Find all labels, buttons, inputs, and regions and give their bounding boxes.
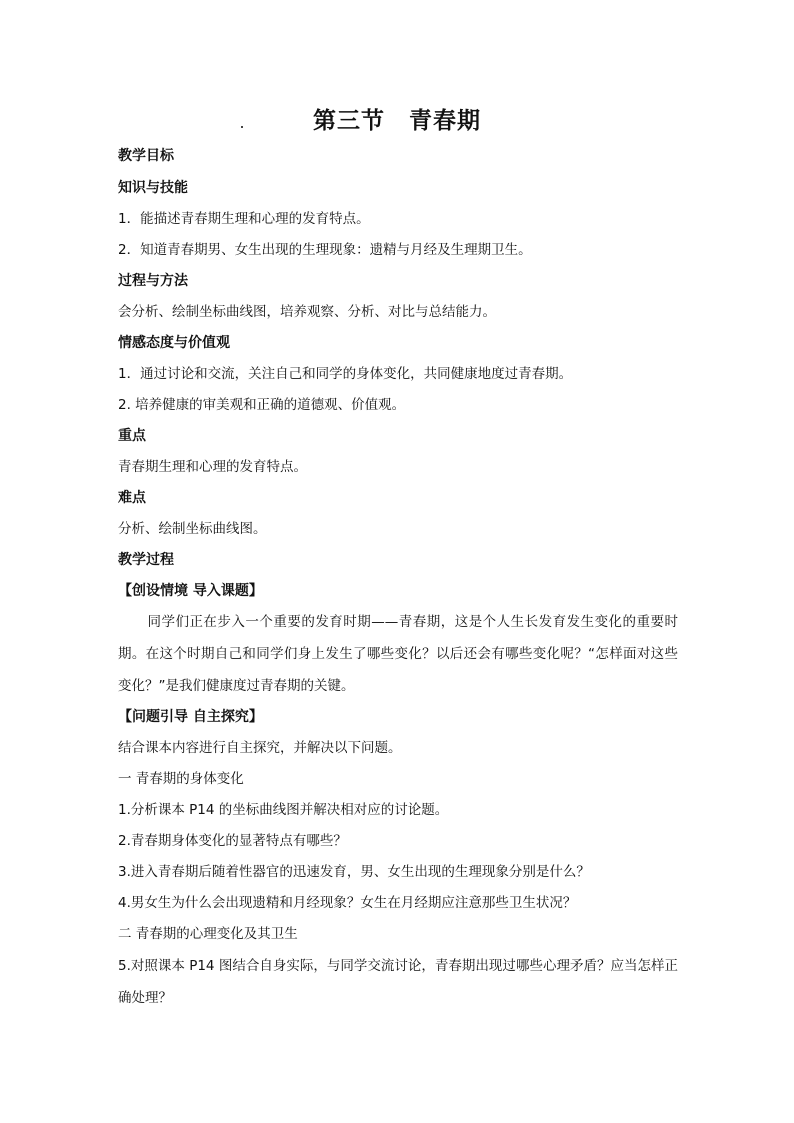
section-1-heading: 一 青春期的身体变化 — [118, 771, 244, 787]
knowledge-item-2: 2．知道青春期男、女生出现的生理现象：遗精与月经及生理期卫生。 — [118, 242, 532, 258]
difficult-points-text: 分析、绘制坐标曲线图。 — [118, 521, 267, 537]
heading-guide: 【问题引导 自主探究】 — [118, 709, 263, 725]
key-points-text: 青春期生理和心理的发育特点。 — [118, 459, 307, 475]
heading-emotion: 情感态度与价值观 — [118, 335, 230, 351]
heading-teaching-process: 教学过程 — [118, 552, 174, 568]
guide-intro: 结合课本内容进行自主探究，并解决以下问题。 — [118, 740, 402, 756]
page-title — [0, 102, 794, 135]
question-1: 1.分析课本 P14 的坐标曲线图并解决相对应的讨论题。 — [118, 802, 449, 818]
process-text: 会分析、绘制坐标曲线图，培养观察、分析、对比与总结能力。 — [118, 304, 496, 320]
section-2-heading: 二 青春期的心理变化及其卫生 — [118, 926, 298, 942]
question-4: 4.男女生为什么会出现遗精和月经现象？女生在月经期应注意那些卫生状况？ — [118, 895, 577, 911]
question-5: 5.对照课本 P14 图结合自身实际，与同学交流讨论，青春期出现过哪些心理矛盾？应当怎样正确处理？ — [118, 958, 678, 1006]
heading-difficult-points: 难点 — [118, 490, 146, 506]
knowledge-item-1: 1．能描述青春期生理和心理的发育特点。 — [118, 211, 370, 227]
title-section: 第三节 — [313, 107, 385, 134]
heading-objectives: 教学目标 — [118, 148, 174, 164]
emotion-item-2: 2. 培养健康的审美观和正确的道德观、价值观。 — [118, 397, 406, 413]
question-3: 3.进入青春期后随着性器官的迅速发育，男、女生出现的生理现象分别是什么？ — [118, 864, 590, 880]
scenario-text: 同学们正在步入一个重要的发育时期——青春期，这是个人生长发育发生变化的重要时期。在这个时期自己和同学们身上发生了哪些变化？以后还会有哪些变化呢？“怎样面对这些变化？”是我们健康度过青春期的关键。 — [118, 614, 678, 694]
title-topic: 青春期 — [409, 107, 481, 134]
heading-process: 过程与方法 — [118, 273, 188, 289]
scenario-paragraph — [118, 606, 678, 702]
question-2: 2.青春期身体变化的显著特点有哪些？ — [118, 833, 347, 849]
heading-scenario: 【创设情境 导入课题】 — [118, 583, 263, 599]
heading-knowledge: 知识与技能 — [118, 180, 188, 196]
heading-key-points: 重点 — [118, 428, 146, 444]
emotion-item-1: 1．通过讨论和交流，关注自己和同学的身体变化，共同健康地度过青春期。 — [118, 366, 573, 382]
